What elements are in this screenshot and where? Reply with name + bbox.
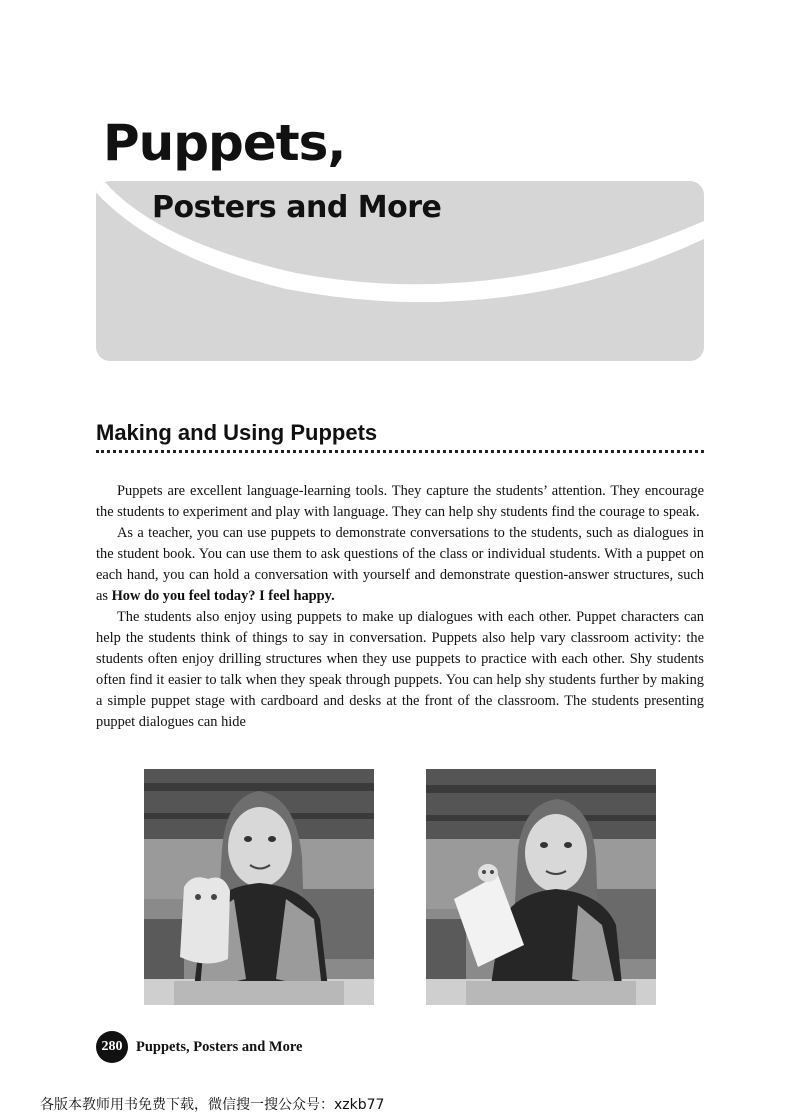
section-heading: Making and Using Puppets	[96, 420, 378, 445]
paragraph-text: Puppets are excellent language-learning tools. They capture the students’ attention. They encourage the students to experiment and play with language. They can help shy students find the courage to speak.	[96, 483, 704, 520]
chapter-subtitle: Posters and More	[152, 190, 442, 225]
paragraph-text: The students also enjoy using puppets to make up dialogues with each other. Puppet characters can help the students think of things to say in conversation. Puppets also help vary classroom activity: the students often enjoy drilling structures when they use puppets to practice with each other. Shy students often find it easier to talk when they speak through puppets. You can help shy students further by making a simple puppet stage with cardboard and desks at the front of the classroom. The students presenting puppet dialogues can hide	[96, 609, 704, 730]
photo-girl-with-puppet-right	[426, 769, 656, 1005]
page-number: 280	[96, 1031, 128, 1063]
paragraph-bold-example: How do you feel today? I feel happy.	[111, 588, 335, 604]
paragraph	[96, 523, 704, 607]
paragraph	[96, 607, 704, 733]
paragraph	[96, 481, 704, 523]
footer-chapter-title: Puppets, Posters and More	[136, 1039, 303, 1055]
body-text	[96, 481, 704, 754]
chapter-title: Puppets,	[103, 114, 346, 172]
photo-girl-with-puppet-left	[144, 769, 374, 1005]
watermark-text: 各版本教师用书免费下载，微信搜一搜公众号：xzkb77	[40, 1097, 385, 1113]
dotted-divider	[96, 450, 704, 453]
paragraph-text: As a teacher, you can use puppets to demonstrate conversations to the students, such as dialogues in the student book. You can use them to ask questions of the class or individual students. With a puppet on each hand, you can hold a conversation with yourself and demonstrate question-answer structures, such as	[96, 525, 704, 604]
